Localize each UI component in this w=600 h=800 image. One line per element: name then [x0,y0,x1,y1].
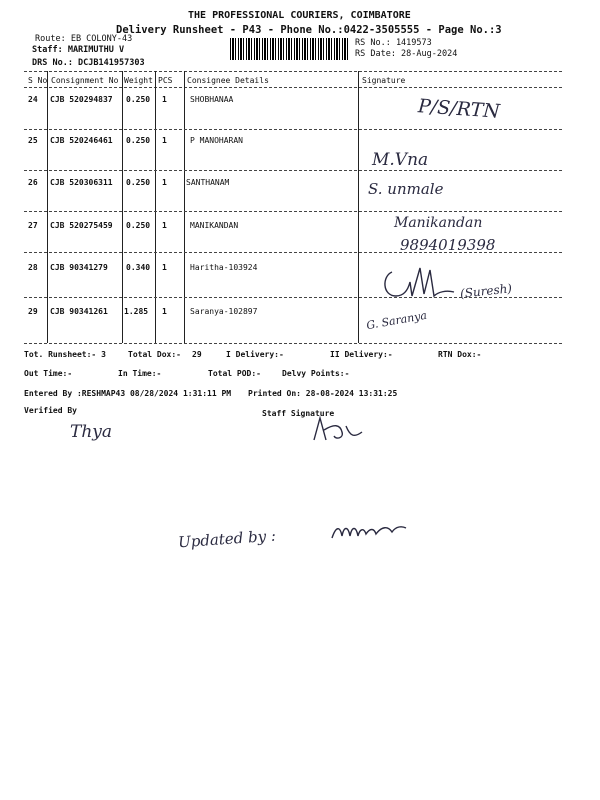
table-row-weight: 1.285 [124,307,149,316]
company-title: THE PROFESSIONAL COURIERS, COIMBATORE [188,10,411,21]
table-row-sno: 29 [28,307,38,316]
table-row-consignment: CJB 520246461 [50,136,113,145]
table-row-sno: 26 [28,178,38,187]
col-divider [358,71,359,343]
table-row-consignee: Saranya-102897 [190,307,258,316]
table-row-consignment: CJB 520275459 [50,221,113,230]
rs-number: RS No.: 1419573 [355,38,432,48]
runsheet-title: Delivery Runsheet - P43 - Phone No.:0422-3505555 - Page No.:3 [116,24,502,36]
table-row-consignee: SHOBHANAA [190,95,234,104]
printed-on: Printed On: 28-08-2024 13:31:25 [248,389,398,398]
staff-signature-scribble [310,414,370,446]
table-top-rule [24,71,562,72]
tot-runsheet: Tot. Runsheet:- 3 [24,350,106,359]
col-divider [122,71,123,343]
signature-row24: P/S/RTN [417,95,501,123]
updated-by-scribble [330,520,410,544]
delvy-points: Delvy Points:- [282,369,350,378]
table-row-consignment: CJB 520306311 [50,178,113,187]
staff-signature-label: Staff Signature [262,409,335,418]
table-row-consignee: MANIKANDAN [190,221,239,230]
total-dox-value: 29 [192,350,202,359]
rtn-dox: RTN Dox:- [438,350,482,359]
verified-by-label: Verified By [24,406,77,415]
row-rule [24,211,562,212]
table-row-weight: 0.250 [126,136,151,145]
table-bottom-rule [24,343,562,344]
out-time: Out Time:- [24,369,73,378]
i-delivery: I Delivery:- [226,350,284,359]
table-row-weight: 0.250 [126,178,151,187]
table-row-sno: 27 [28,221,38,230]
table-row-consignment: CJB 90341279 [50,263,108,272]
col-divider [184,71,185,343]
signature-row28-name: (Suresh) [459,281,513,301]
barcode [230,38,350,60]
verified-signature: Thya [70,422,113,442]
table-row-sno: 24 [28,95,38,104]
ii-delivery: II Delivery:- [330,350,393,359]
col-header-consignment: Consignment No [51,76,119,85]
col-header-weight: Weight [124,76,153,85]
table-row-weight: 0.340 [126,263,151,272]
row-rule [24,129,562,130]
table-row-pcs: 1 [162,263,167,272]
table-row-consignment: CJB 90341261 [50,307,108,316]
rs-date: RS Date: 28-Aug-2024 [355,49,458,59]
table-row-pcs: 1 [162,307,167,316]
col-header-consignee: Consignee Details [187,76,269,85]
row-rule [24,170,562,171]
col-header-pcs: PCS [158,76,173,85]
signature-row28-scribble [380,262,460,304]
signature-row25: M.Vna [372,150,429,170]
table-header-rule [24,87,562,88]
signature-row27-name: Manikandan [394,215,483,231]
col-header-signature: Signature [362,76,406,85]
drs-number: DRS No.: DCJB141957303 [32,58,145,68]
table-row-pcs: 1 [162,178,167,187]
total-pod: Total POD:- [208,369,261,378]
table-row-sno: 28 [28,263,38,272]
signature-row26: S. unmale [368,180,444,198]
table-row-consignment: CJB 520294837 [50,95,113,104]
table-row-sno: 25 [28,136,38,145]
table-row-weight: 0.250 [126,221,151,230]
updated-by-note: Updated by : [177,526,277,552]
entered-by: Entered By :RESHMAP43 08/28/2024 1:31:11 PM [24,389,232,398]
table-row-consignee: SANTHANAM [186,178,230,187]
in-time: In Time:- [118,369,162,378]
route-label: Route: EB COLONY-43 [35,34,133,44]
table-row-consignee: P MANOHARAN [190,136,243,145]
staff-label: Staff: MARIMUTHU V [32,45,125,55]
signature-row27-phone: 9894019398 [400,236,496,254]
table-row-consignee: Haritha-103924 [190,263,258,272]
col-divider [155,71,156,343]
signature-row29: G. Saranya [365,308,428,333]
total-dox-label: Total Dox:- [128,350,181,359]
table-row-pcs: 1 [162,136,167,145]
table-row-weight: 0.250 [126,95,151,104]
col-header-sno: S No [28,76,48,85]
table-row-pcs: 1 [162,221,167,230]
table-row-pcs: 1 [162,95,167,104]
col-divider [47,71,48,343]
